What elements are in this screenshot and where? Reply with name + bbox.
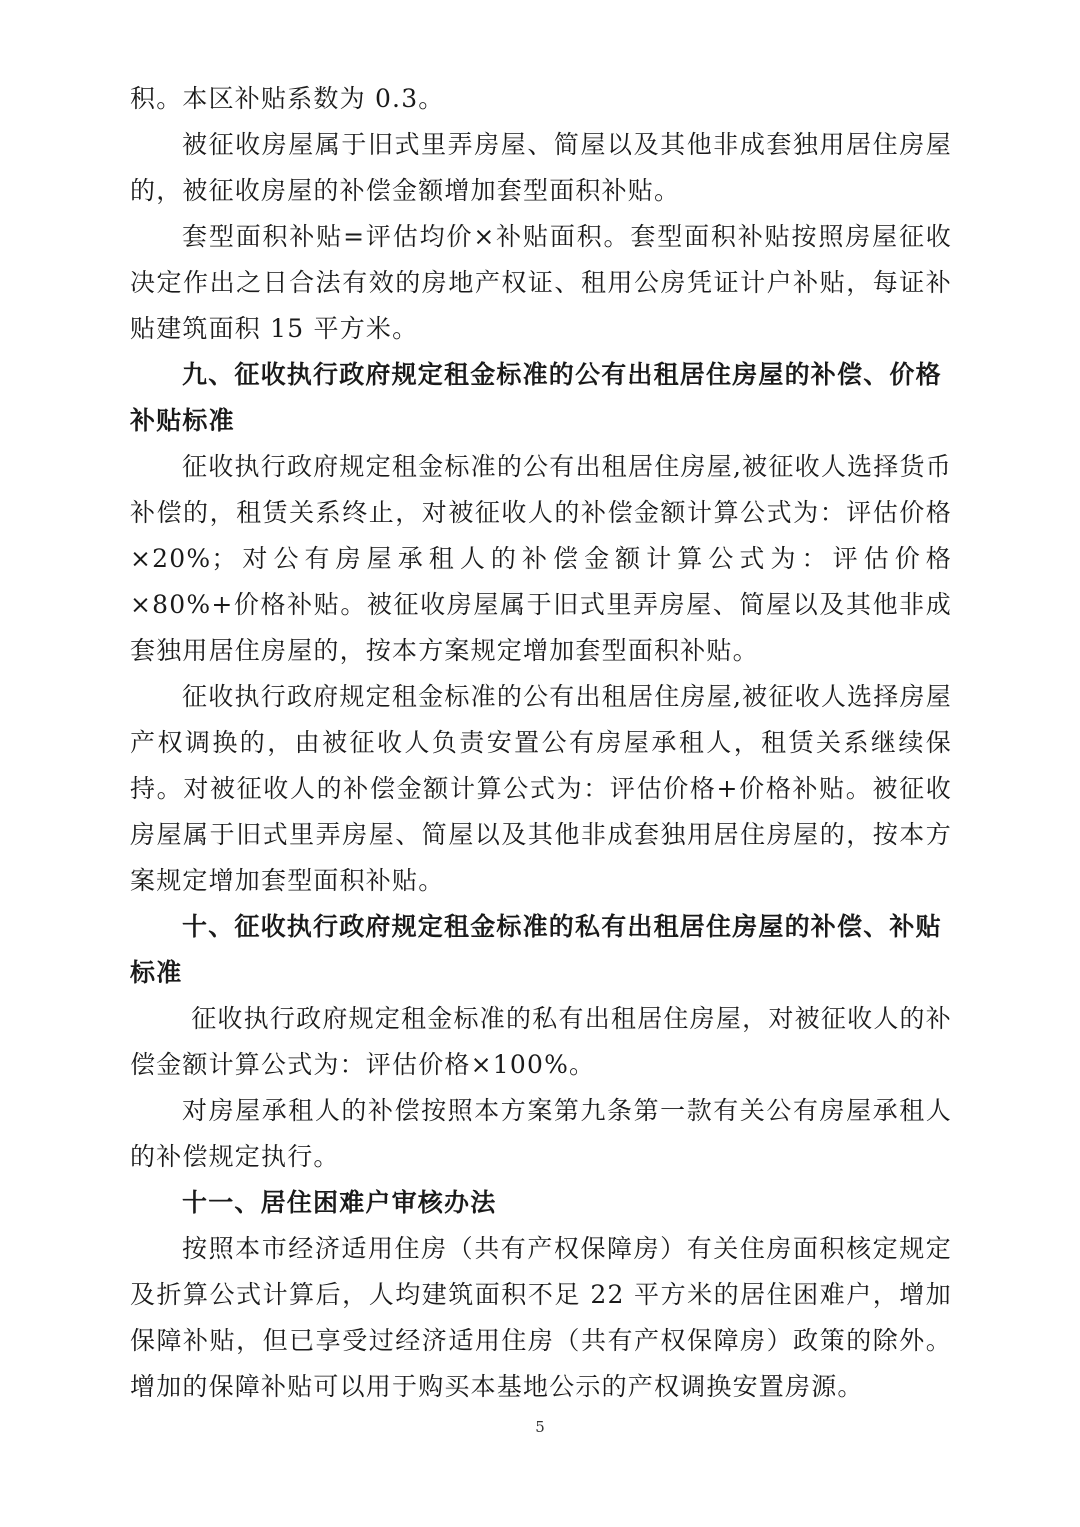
- paragraph-8: 按照本市经济适用住房（共有产权保障房）有关住房面积核定规定及折算公式计算后，人均建筑面积不足 22 平方米的居住困难户，增加保障补贴，但已享受过经济适用住房（共有产权保障房）政策的除外。增加的保障补贴可以用于购买本基地公示的产权调换安置房源。: [130, 1234, 952, 1401]
- section-heading-9: 九、征收执行政府规定租金标准的公有出租居住房屋的补偿、价格补贴标准: [130, 360, 942, 435]
- page-number: 5: [535, 1418, 545, 1436]
- paragraph-7: 对房屋承租人的补偿按照本方案第九条第一款有关公有房屋承租人的补偿规定执行。: [130, 1096, 952, 1171]
- section-heading-11: 十一、居住困难户审核办法: [182, 1188, 497, 1217]
- paragraph-6: 征收执行政府规定租金标准的私有出租居住房屋，对被征收人的补偿金额计算公式为：评估价格×100%。: [130, 1004, 952, 1079]
- paragraph-5: 征收执行政府规定租金标准的公有出租居住房屋,被征收人选择房屋产权调换的，由被征收人负责安置公有房屋承租人，租赁关系继续保持。对被征收人的补偿金额计算公式为：评估价格+价格补贴。被征收房屋属于旧式里弄房屋、简屋以及其他非成套独用居住房屋的，按本方案规定增加套型面积补贴。: [130, 682, 952, 895]
- paragraph-3: 套型面积补贴=评估均价×补贴面积。套型面积补贴按照房屋征收决定作出之日合法有效的房地产权证、租用公房凭证计户补贴，每证补贴建筑面积 15 平方米。: [130, 222, 952, 343]
- section-heading-10: 十、征收执行政府规定租金标准的私有出租居住房屋的补偿、补贴标准: [130, 912, 942, 987]
- paragraph-1: 积。本区补贴系数为 0.3。: [130, 84, 445, 113]
- paragraph-2: 被征收房屋属于旧式里弄房屋、简屋以及其他非成套独用居住房屋的，被征收房屋的补偿金额增加套型面积补贴。: [130, 130, 952, 205]
- paragraph-4: 征收执行政府规定租金标准的公有出租居住房屋,被征收人选择货币补偿的，租赁关系终止，对被征收人的补偿金额计算公式为：评估价格×20%；对公有房屋承租人的补偿金额计算公式为：评估价格×80%+价格补贴。被征收房屋属于旧式里弄房屋、简屋以及其他非成套独用居住房屋的，按本方案规定增加套型面积补贴。: [130, 452, 952, 665]
- document-body: [130, 76, 952, 1410]
